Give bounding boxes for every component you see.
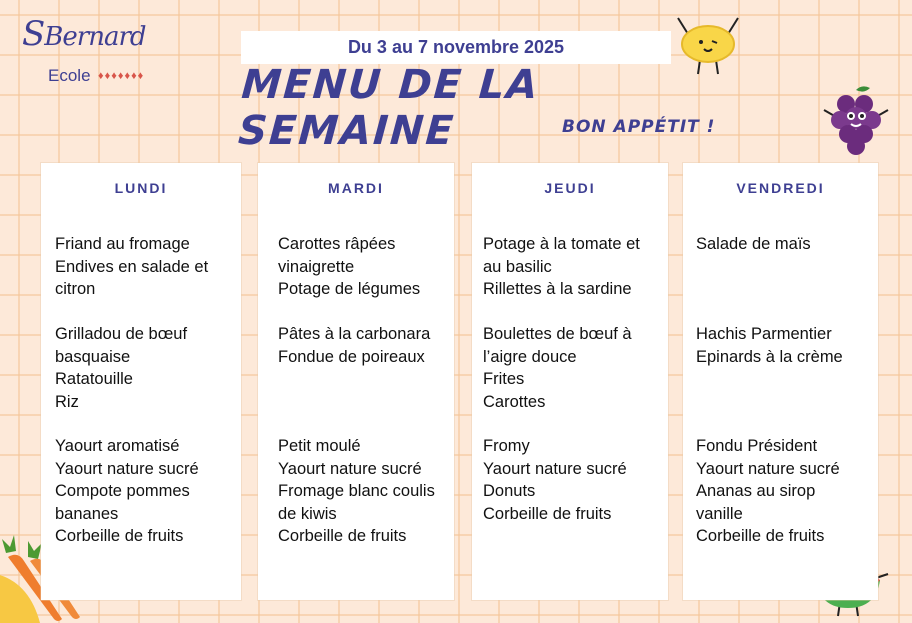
menu-item: Compote pommes — [55, 482, 190, 500]
menu-item: citron — [55, 280, 96, 298]
menu-item: Salade de maïs — [696, 235, 811, 253]
lemon-mascot-icon — [668, 8, 748, 78]
menu-item: Boulettes de bœuf à — [483, 325, 632, 343]
menu-item: Riz — [55, 392, 79, 411]
menu-item: Corbeille de fruits — [483, 504, 612, 523]
menu-item: Epinards à la crème — [696, 347, 843, 366]
menu-item: Fondu Président — [696, 437, 818, 455]
day-card-mardi — [258, 163, 454, 600]
menu-item: Rillettes à la sardine — [483, 280, 632, 298]
menu-group-main — [55, 323, 233, 435]
day-card-lundi — [41, 163, 241, 600]
menu-item: Grilladou de bœuf — [55, 325, 188, 343]
date-range: Du 3 au 7 novembre 2025 — [241, 31, 671, 64]
menu-item: Frites — [483, 370, 525, 388]
page-title: MENU DE LA SEMAINE — [236, 62, 542, 154]
menu-item: vanille — [696, 504, 743, 523]
menu-item: l’aigre douce — [483, 347, 577, 366]
menu-item: Potage de légumes — [278, 280, 421, 298]
menu-list — [696, 233, 870, 548]
menu-group-starter — [278, 233, 446, 323]
menu-list — [483, 233, 660, 525]
menu-list — [278, 233, 446, 548]
menu-item: basquaise — [55, 347, 131, 366]
logo-ecole: Ecole — [48, 66, 91, 85]
day-title: VENDREDI — [736, 180, 825, 196]
menu-group-dessert — [696, 435, 870, 548]
menu-item: Donuts — [483, 482, 536, 500]
menu-item: Endives en salade et — [55, 257, 209, 276]
menu-group-dessert — [55, 435, 233, 548]
menu-item: Yaourt nature sucré — [55, 459, 199, 478]
grapes-mascot-icon — [818, 82, 894, 166]
logo-kids-icon: ♦♦♦♦♦♦♦ — [98, 70, 145, 82]
menu-group-main — [696, 323, 870, 435]
menu-item: Fromy — [483, 437, 530, 455]
day-card-jeudi — [472, 163, 668, 600]
menu-item: Corbeille de fruits — [55, 527, 184, 545]
day-title: JEUDI — [544, 180, 596, 196]
menu-group-starter — [696, 233, 870, 323]
menu-item: de kiwis — [278, 504, 337, 523]
menu-item: Carottes râpées — [278, 235, 396, 253]
menu-item: Carottes — [483, 392, 546, 411]
menu-group-main — [278, 323, 446, 435]
menu-item: Yaourt nature sucré — [278, 459, 422, 478]
school-logo — [18, 14, 198, 94]
day-title: LUNDI — [114, 180, 168, 196]
menu-group-dessert — [278, 435, 446, 548]
menu-group-starter — [483, 233, 660, 323]
menu-item: Fondue de poireaux — [278, 347, 425, 366]
menu-item: Fromage blanc coulis — [278, 482, 435, 500]
menu-item: Ratatouille — [55, 370, 133, 388]
menu-group-main — [483, 323, 660, 435]
menu-item: au basilic — [483, 257, 552, 276]
menu-item: Pâtes à la carbonara — [278, 325, 431, 343]
day-card-vendredi — [683, 163, 878, 600]
menu-list — [55, 233, 233, 548]
menu-item: vinaigrette — [278, 257, 355, 276]
logo-script: SBernard — [22, 14, 146, 54]
menu-item: Hachis Parmentier — [696, 325, 832, 343]
menu-item: Friand au fromage — [55, 235, 190, 253]
menu-item: bananes — [55, 504, 119, 523]
menu-group-starter — [55, 233, 233, 323]
menu-item: Petit moulé — [278, 437, 361, 455]
page-subtitle: BON APPÉTIT ! — [562, 117, 716, 137]
menu-item: Yaourt nature sucré — [696, 459, 840, 478]
menu-group-dessert — [483, 435, 660, 525]
day-title: MARDI — [328, 180, 384, 196]
menu-item: Corbeille de fruits — [696, 527, 825, 545]
menu-item: Yaourt nature sucré — [483, 459, 627, 478]
menu-item: Ananas au sirop — [696, 482, 816, 500]
menu-item: Corbeille de fruits — [278, 527, 407, 545]
menu-item: Yaourt aromatisé — [55, 437, 180, 455]
menu-item: Potage à la tomate et — [483, 235, 640, 253]
